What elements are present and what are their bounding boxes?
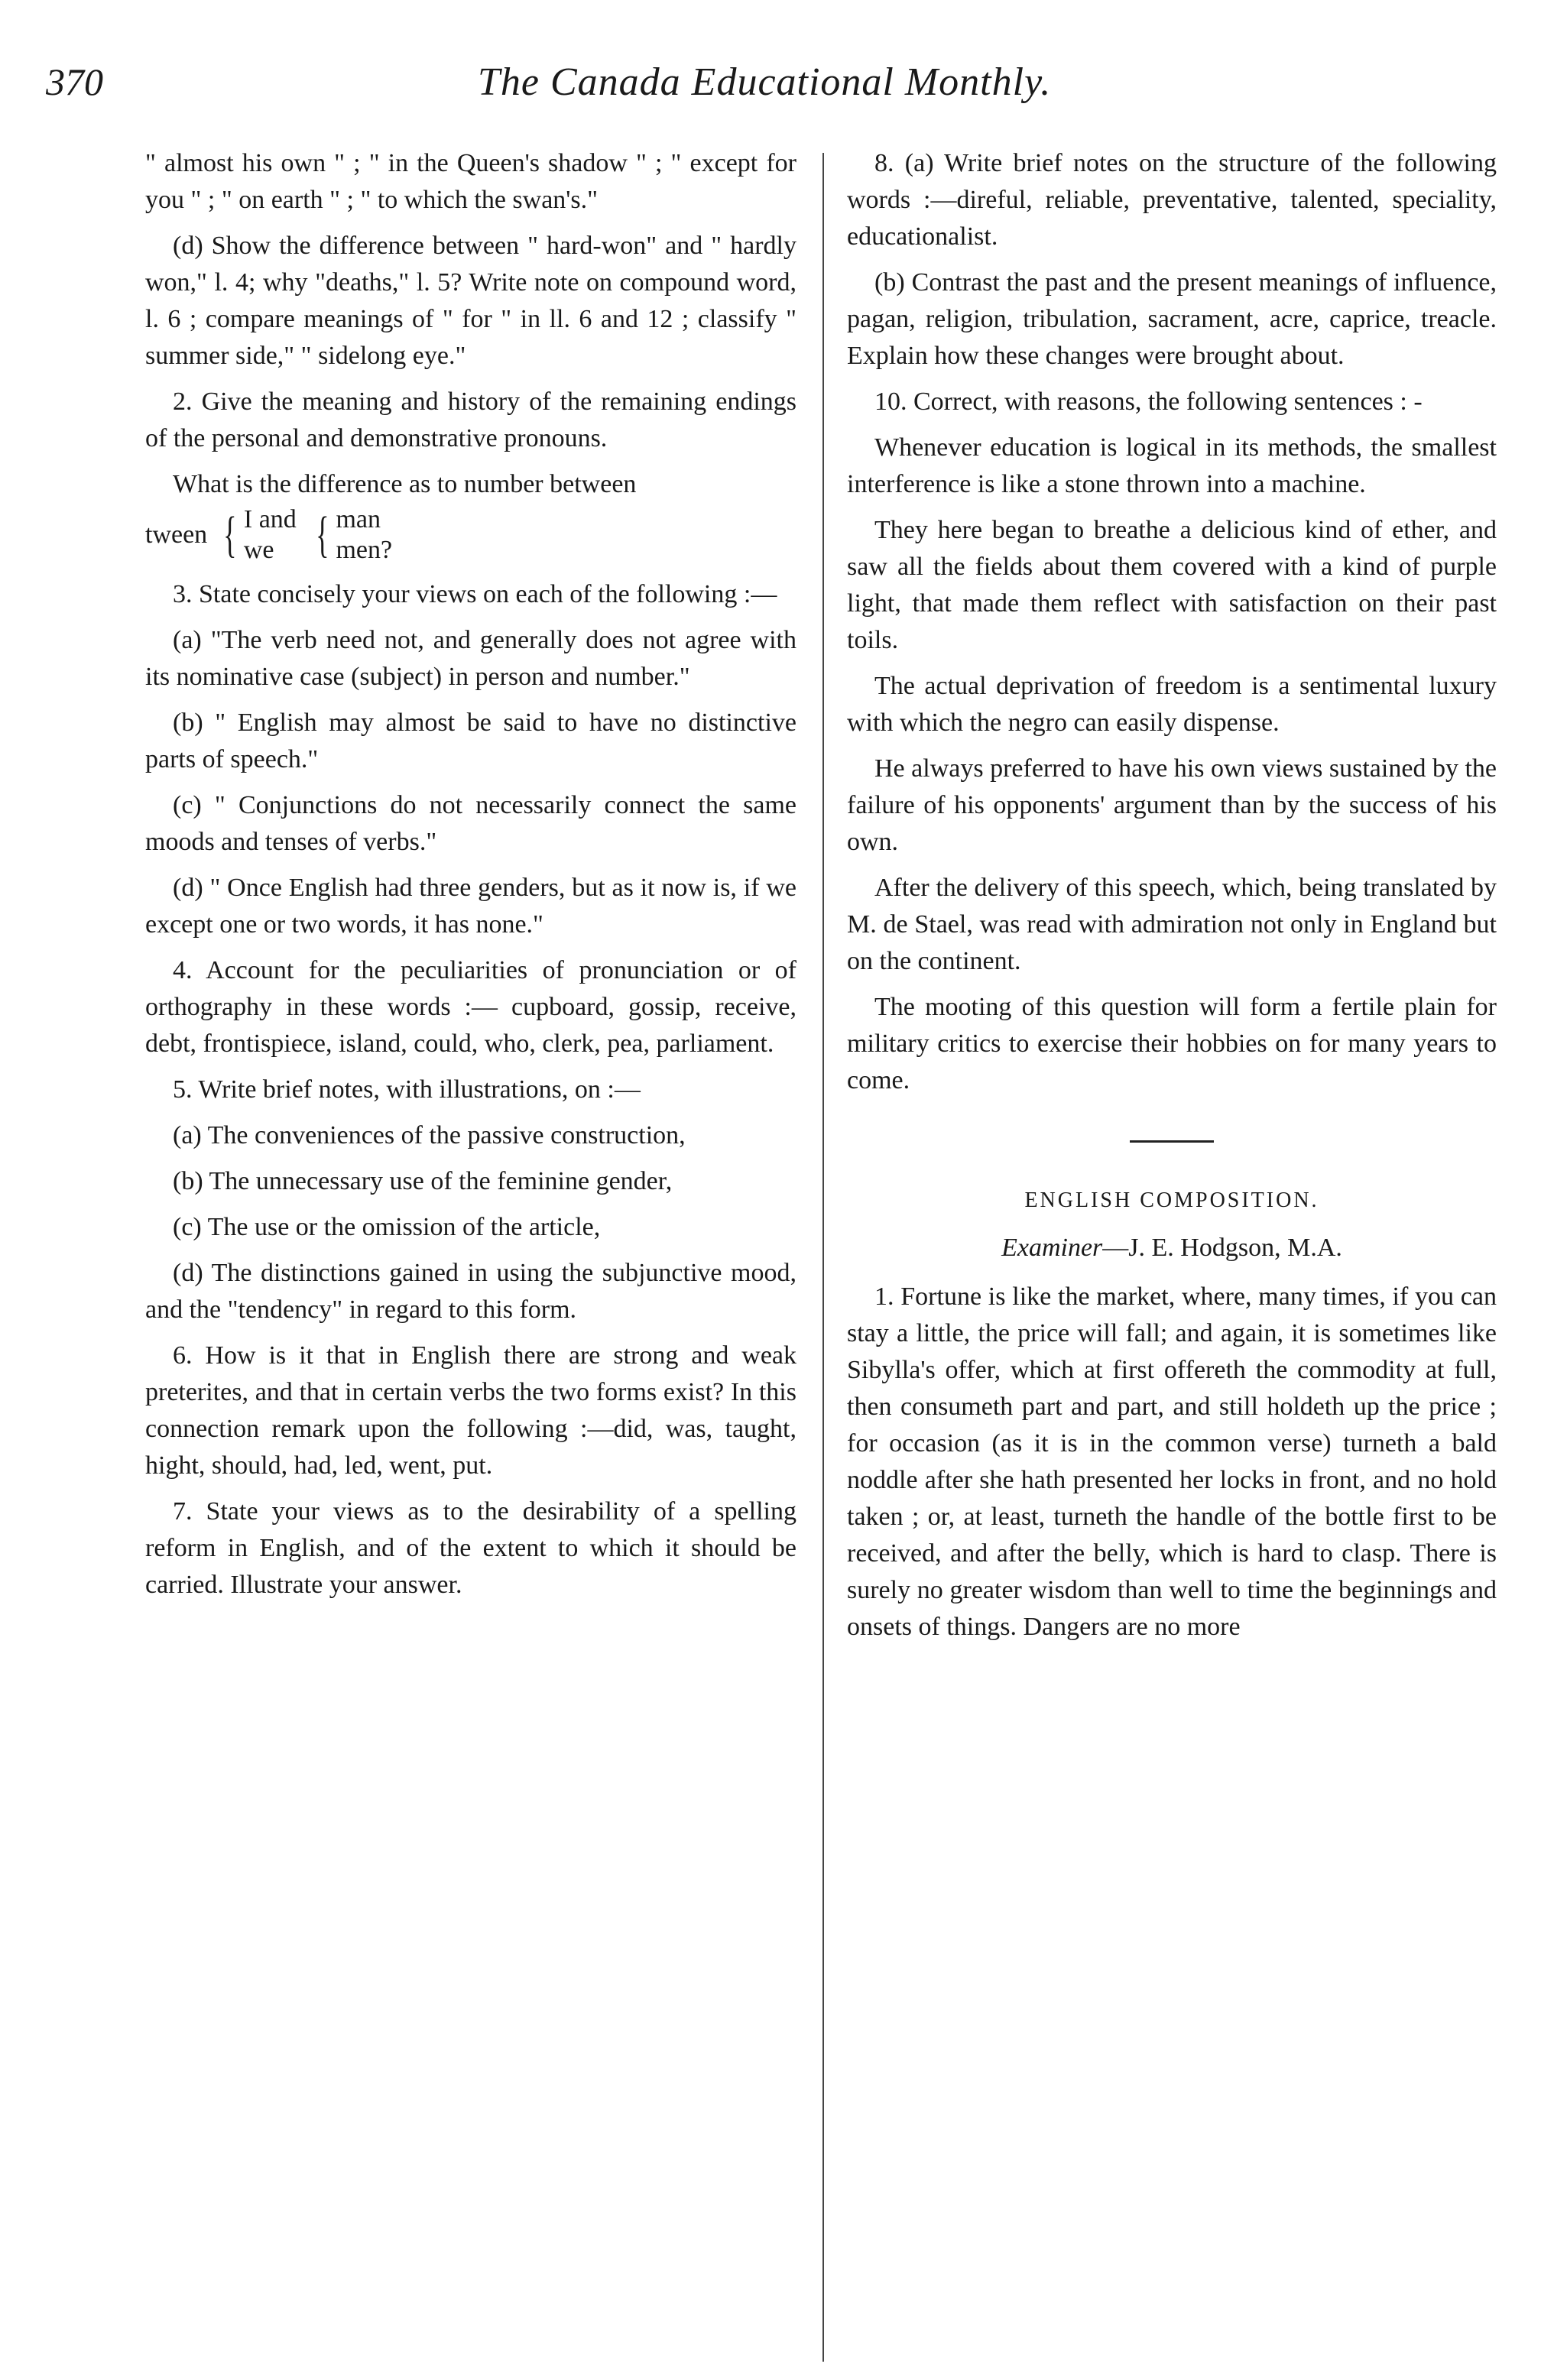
paragraph: They here began to breathe a delicious kind of ether, and saw all the fields about them covered with a kind of purple light, that made them reflect with satisfaction on their past toils. xyxy=(847,516,1497,654)
brace-pair xyxy=(310,504,392,566)
paragraph: (d) Show the difference between " hard-won" and " hardly won," l. 4; why "deaths," l. 5? Write note on compound word, l. 6 ; compare meanings of " for " in ll. 6 and 12 ; classify " summer side," " sidelong eye." xyxy=(145,232,796,370)
paragraph: (a) The conveniences of the passive construction, xyxy=(173,1121,686,1149)
paragraph: 10. Correct, with reasons, the following sentences : - xyxy=(874,387,1423,416)
paragraph: 5. Write brief notes, with illustrations, on :— xyxy=(173,1075,641,1104)
running-title: The Canada Educational Monthly. xyxy=(478,60,1052,104)
paragraph: 1. Fortune is like the market, where, many times, if you can stay a little, the price will fall; and again, it is sometimes like Sibylla's offer, which at first offereth the commodity at full, then consumeth part and part, and still holdeth up the price ; for occasion (as it is in the common verse) turneth a bald noddle after she hath presented her locks in front, and no hold taken ; or, at least, turneth the handle of the bottle first to be received, and after the belly, which is hard to clasp. There is surely no greater wisdom than well to time the beginnings and onsets of things. Dangers are no more xyxy=(847,1282,1497,1641)
paragraph: The mooting of this question will form a fertile plain for military critics to exercise their hobbies on for many years to come. xyxy=(847,993,1497,1094)
brace-label: tween xyxy=(145,520,208,549)
paragraph: 8. (a) Write brief notes on the structure of the following words :—direful, reliable, preventative, talented, speciality, educationalist. xyxy=(847,149,1497,251)
brace-word: man xyxy=(336,505,381,533)
brace-symbol: { xyxy=(315,507,329,563)
paragraph: (a) "The verb need not, and generally does not agree with its nominative case (subject) in person and number." xyxy=(145,626,796,691)
paragraph: 4. Account for the peculiarities of pronunciation or of orthography in these words :— cupboard, gossip, receive, debt, frontispiece, island, could, who, clerk, pea, parliament. xyxy=(145,956,796,1058)
paragraph: The actual deprivation of freedom is a sentimental luxury with which the negro can easily dispense. xyxy=(847,672,1497,737)
examiner-role: Examiner xyxy=(1001,1234,1103,1262)
paragraph: 3. State concisely your views on each of the following :— xyxy=(173,580,777,608)
brace-pair xyxy=(218,504,297,566)
column-divider xyxy=(822,153,824,2362)
paragraph: (c) The use or the omission of the article, xyxy=(173,1213,601,1241)
paragraph: (d) The distinctions gained in using the subjunctive mood, and the "tendency" in regard to this form. xyxy=(145,1259,796,1324)
brace-symbol: { xyxy=(223,507,237,563)
brace-word: we xyxy=(243,536,274,564)
paragraph: (b) " English may almost be said to have no distinctive parts of speech." xyxy=(145,708,796,773)
section-heading: ENGLISH COMPOSITION. xyxy=(1024,1188,1319,1212)
paragraph: (d) " Once English had three genders, but as it now is, if we except one or two words, it has none." xyxy=(145,874,796,939)
paragraph: After the delivery of this speech, which, being translated by M. de Stael, was read with admiration not only in England but on the continent. xyxy=(847,874,1497,975)
paragraph: " almost his own " ; " in the Queen's shadow " ; " except for you " ; " on earth " ; " to which the swan's." xyxy=(145,149,796,214)
paragraph: 2. Give the meaning and history of the remaining endings of the personal and demonstrative pronouns. xyxy=(145,387,796,452)
right-column xyxy=(847,145,1497,1655)
brace-word: I and xyxy=(243,505,297,533)
paragraph: What is the difference as to number between xyxy=(173,470,637,498)
section-separator xyxy=(1130,1140,1214,1143)
brace-word: men? xyxy=(336,536,393,564)
paragraph: (b) The unnecessary use of the feminine gender, xyxy=(173,1167,673,1195)
paragraph: (b) Contrast the past and the present meanings of influence, pagan, religion, tribulation, sacrament, acre, caprice, treacle. Explain how these changes were brought about. xyxy=(847,268,1497,370)
page-header xyxy=(46,60,1498,128)
paragraph: He always preferred to have his own views sustained by the failure of his opponents' argument than by the success of his own. xyxy=(847,754,1497,856)
paragraph: Whenever education is logical in its methods, the smallest interference is like a stone thrown into a machine. xyxy=(847,433,1497,498)
page-number: 370 xyxy=(46,60,103,103)
examiner-name: —J. E. Hodgson, M.A. xyxy=(1102,1234,1342,1262)
paragraph: 6. How is it that in English there are strong and weak preterites, and that in certain verbs the two forms exist? In this connection remark upon the following :—did, was, taught, hight, should, had, led, went, put. xyxy=(145,1341,796,1480)
paragraph: (c) " Conjunctions do not necessarily connect the same moods and tenses of verbs." xyxy=(145,791,796,856)
left-column xyxy=(145,145,796,1613)
brace-comparison xyxy=(145,504,796,566)
examiner-line xyxy=(847,1230,1497,1266)
paragraph: 7. State your views as to the desirability of a spelling reform in English, and of the extent to which it should be carried. Illustrate your answer. xyxy=(145,1497,796,1599)
